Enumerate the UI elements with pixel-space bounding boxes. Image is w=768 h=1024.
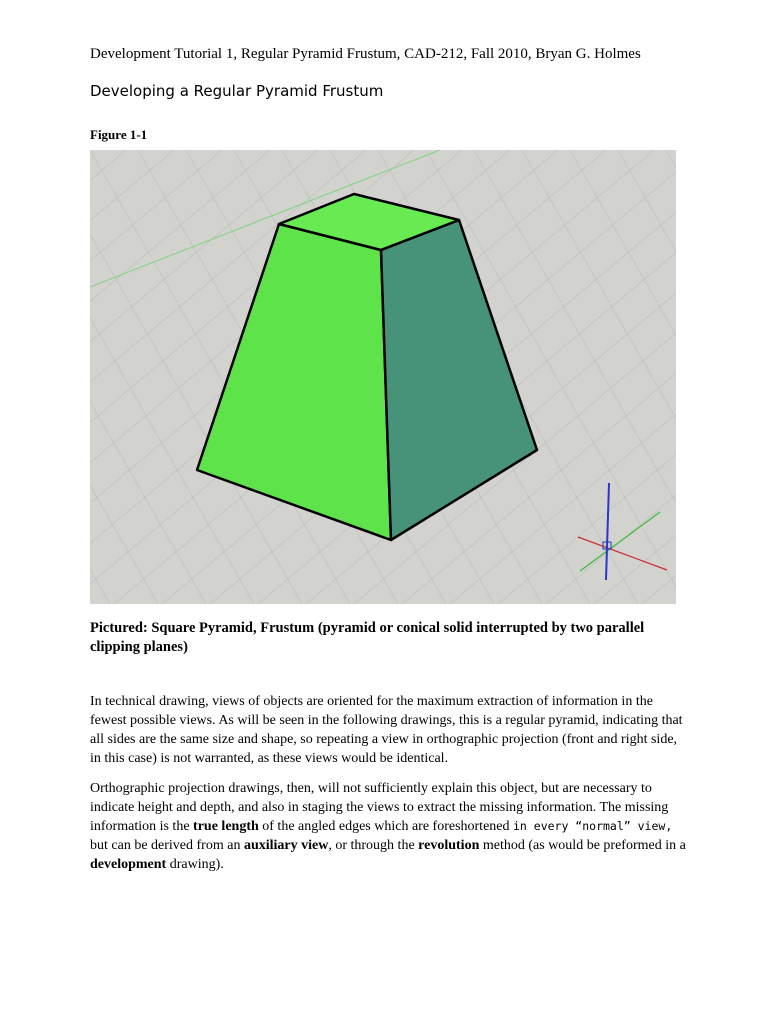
paragraph-2-text-6: drawing). (166, 857, 224, 872)
front-face (197, 224, 391, 540)
term-auxiliary-view: auxiliary view (243, 838, 329, 853)
term-development: development (90, 857, 167, 872)
grid-line (90, 150, 174, 604)
paragraph-2-text-1: Orthographic projection drawings, then, will not sufficiently explain this object, but are necessary to indicate height and depth, and also in staging the views to extract the missing information. The missing information is the (90, 781, 669, 834)
frustum-figure (90, 150, 676, 604)
term-true-length: true length (193, 819, 259, 834)
paragraph-2-text-3: but can be derived from an (90, 838, 244, 853)
figure-caption: Pictured: Square Pyramid, Frustum (pyramid or conical solid interrupted by two parallel clipping planes) (90, 620, 645, 655)
paragraph-2-text-2: of the angled edges which are foreshortened (258, 819, 513, 834)
frustum-illustration (90, 150, 676, 604)
grid-line (594, 150, 676, 604)
term-revolution: revolution (418, 838, 480, 853)
paragraph-1: In technical drawing, views of objects are oriented for the maximum extraction of information in the fewest possible views. As will be seen in the following drawings, this is a regular pyramid, indicating that all sides are the same size and shape, so repeating a view in orthographic projection (front and right side, in this case) is not warranted, as these views would be identical. (90, 694, 683, 766)
running-header: Development Tutorial 1, Regular Pyramid Frustum, CAD-212, Fall 2010, Bryan G. Holmes (90, 46, 641, 62)
paragraph-2-mono-text: in every “normal” view, (513, 819, 673, 833)
document-title: Developing a Regular Pyramid Frustum (90, 82, 384, 100)
figure-label: Figure 1-1 (90, 127, 148, 142)
grid-line (90, 150, 222, 604)
paragraph-2-text-5: method (as would be preformed in a (479, 838, 686, 853)
paragraph-2-text-4: , or through the (328, 838, 419, 853)
paragraph-2 (90, 779, 690, 874)
grid-line (570, 150, 676, 604)
